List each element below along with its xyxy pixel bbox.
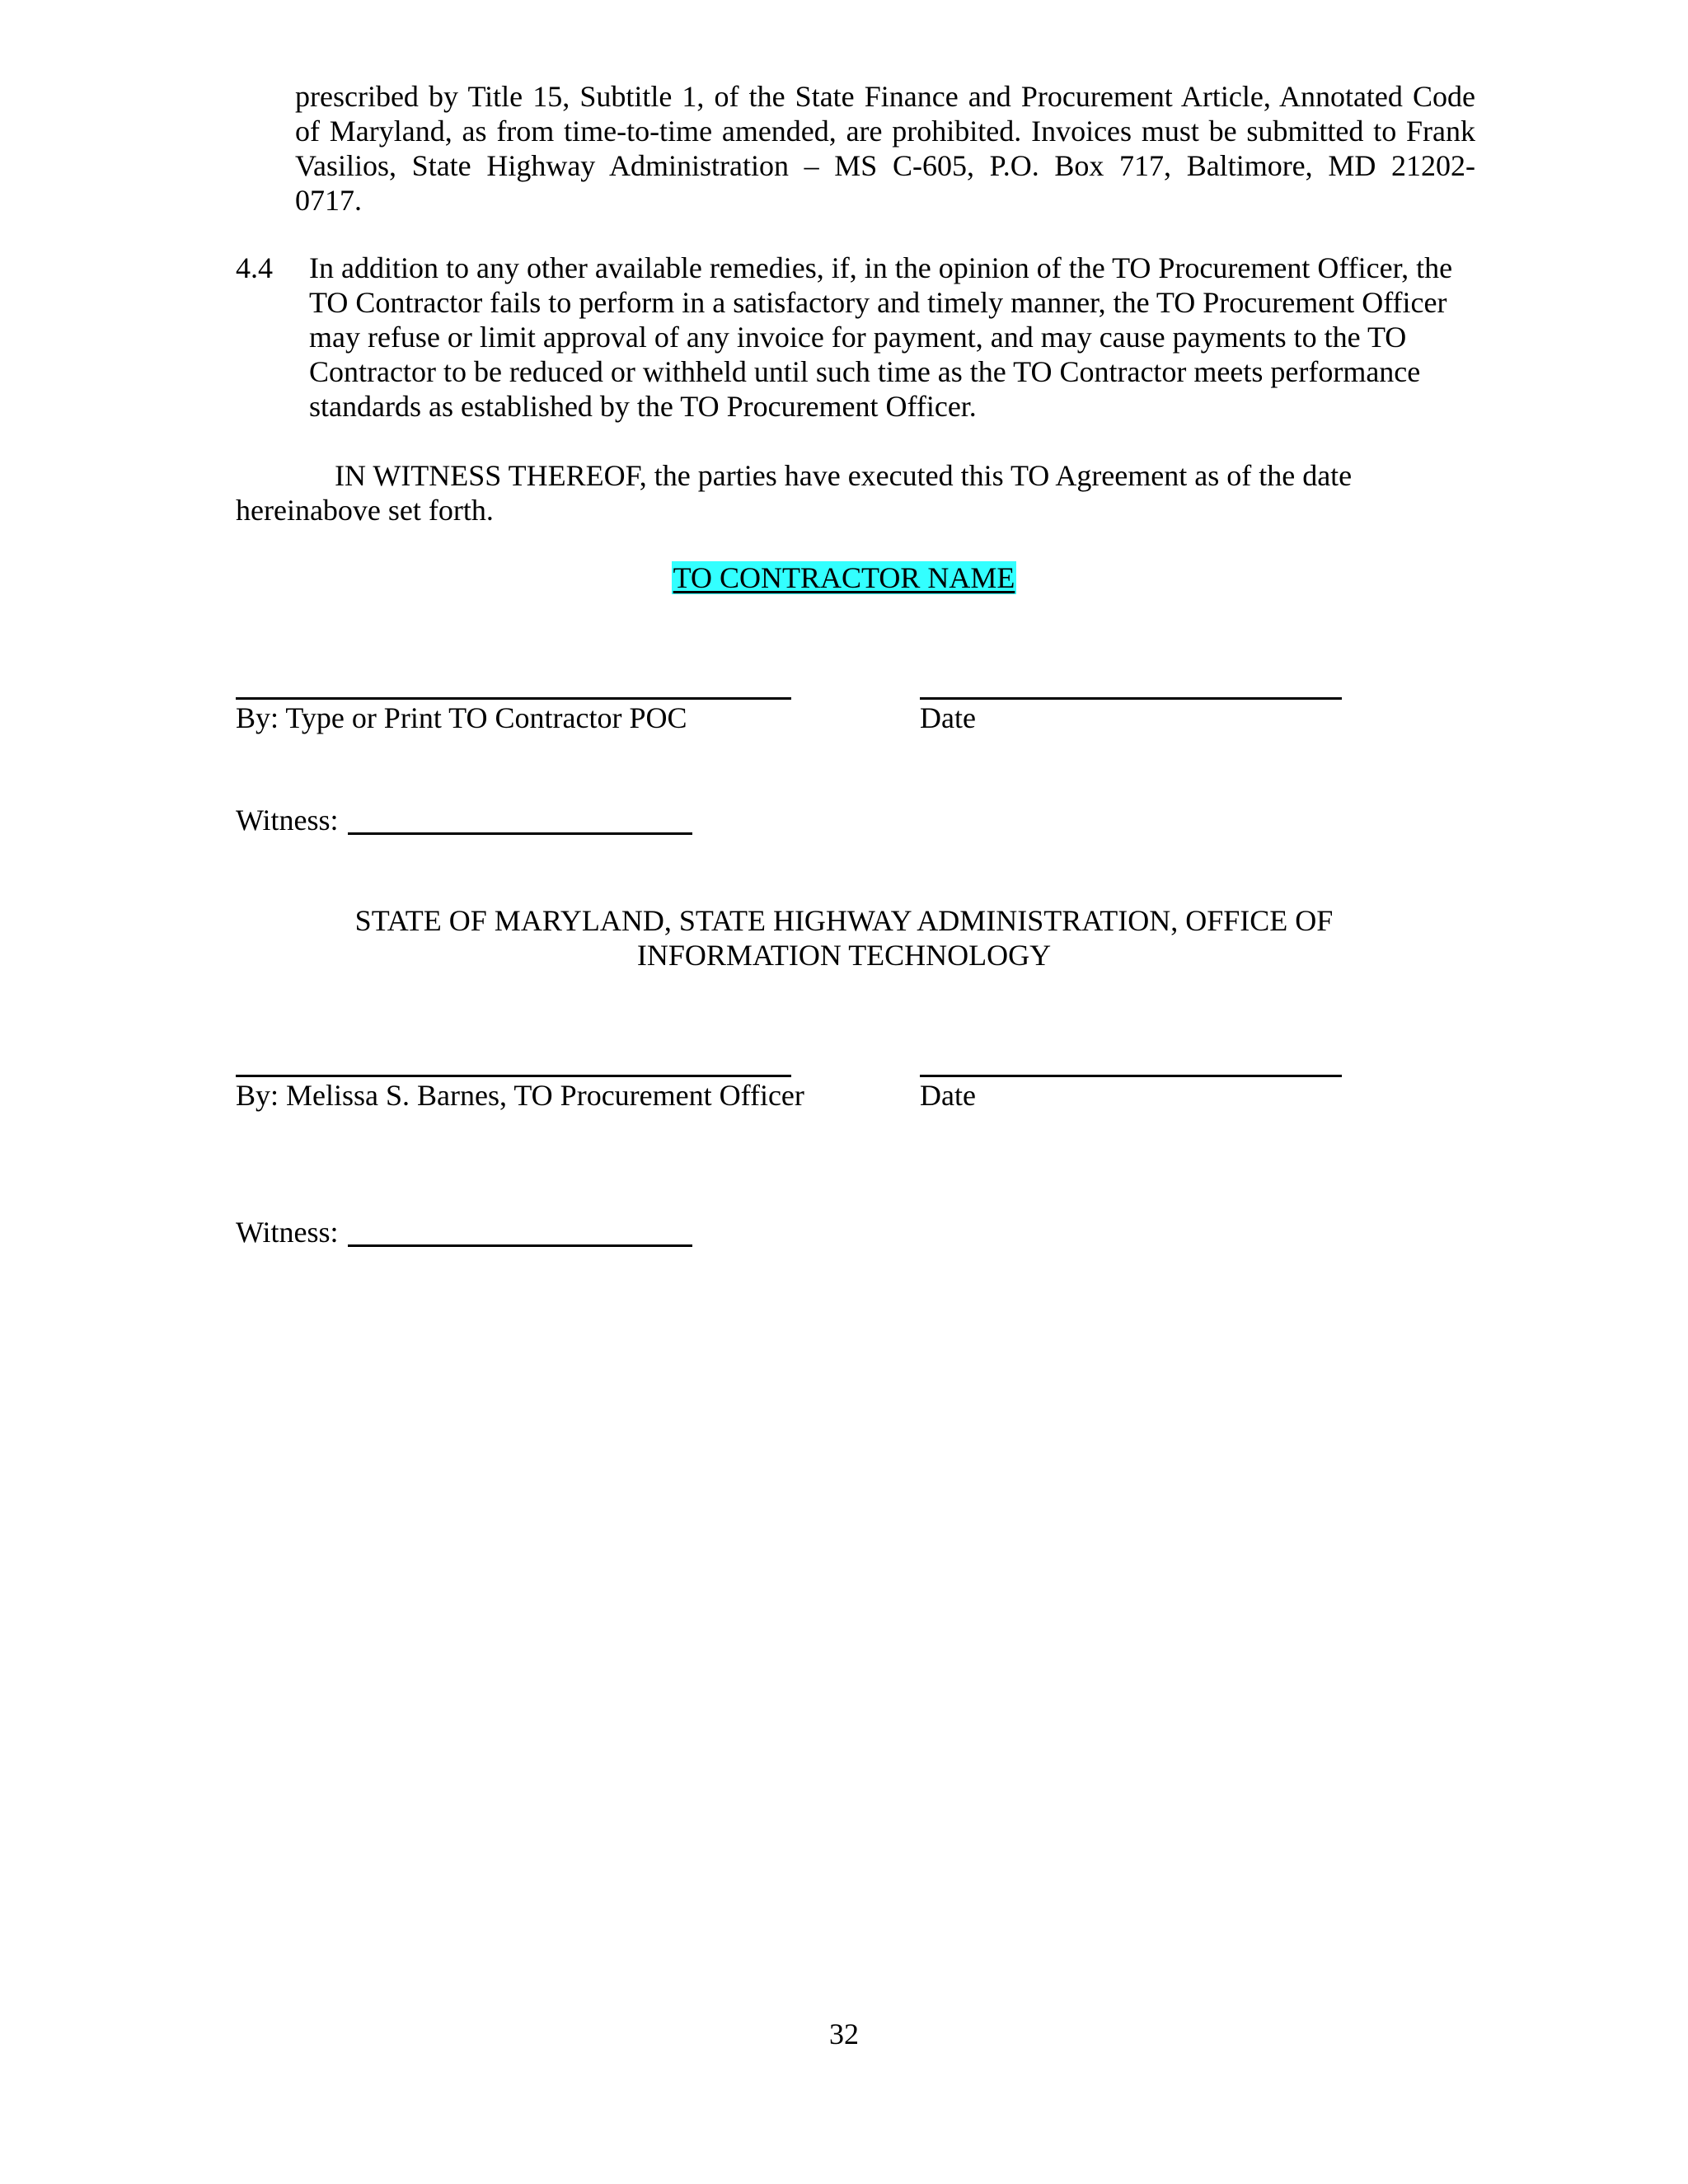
section-4-4-body <box>309 251 1479 424</box>
state-date-label: Date <box>920 1079 976 1112</box>
witness-clause-line: hereinabove set forth. <box>236 494 494 527</box>
state-by-label: By: Melissa S. Barnes, TO Procurement Officer <box>236 1079 804 1112</box>
paragraph-line: may refuse or limit approval of any invoice for payment, and may cause payments to the TO <box>309 321 1407 354</box>
contractor-signature-line[interactable] <box>236 697 791 700</box>
paragraph-line: TO Contractor fails to perform in a satisfactory and timely manner, the TO Procurement Officer <box>309 286 1447 319</box>
paragraph-line: of Maryland, as from time-to-time amended, are prohibited. Invoices must be submitted to Frank <box>295 115 1475 148</box>
state-date-line[interactable] <box>920 1075 1342 1077</box>
section-number: 4.4 <box>236 251 273 284</box>
contractor-name-placeholder[interactable]: TO CONTRACTOR NAME <box>673 561 1015 594</box>
paragraph-line: standards as established by the TO Procurement Officer. <box>309 390 977 423</box>
state-agency-heading <box>0 903 1688 972</box>
witness-clause-line: IN WITNESS THEREOF, the parties have executed this TO Agreement as of the date <box>335 459 1353 492</box>
contractor-date-label: Date <box>920 701 976 734</box>
state-witness-line[interactable] <box>348 1244 692 1247</box>
state-signature-line[interactable] <box>236 1075 791 1077</box>
continuation-paragraph <box>295 79 1475 218</box>
contractor-witness-line[interactable] <box>348 832 692 835</box>
paragraph-line: In addition to any other available remedies, if, in the opinion of the TO Procurement Officer, the <box>309 251 1453 284</box>
state-witness-label: Witness: <box>236 1216 339 1249</box>
state-heading-line: INFORMATION TECHNOLOGY <box>636 939 1052 972</box>
contractor-date-line[interactable] <box>920 697 1342 700</box>
state-heading-line: STATE OF MARYLAND, STATE HIGHWAY ADMINISTRATION, OFFICE OF <box>354 904 1334 937</box>
paragraph-line: Vasilios, State Highway Administration – MS C-605, P.O. Box 717, Baltimore, MD 21202- <box>295 149 1475 182</box>
contractor-by-label: By: Type or Print TO Contractor POC <box>236 701 687 734</box>
paragraph-line: Contractor to be reduced or withheld until such time as the TO Contractor meets performance <box>309 355 1421 388</box>
witness-clause <box>236 458 1472 527</box>
contractor-name-heading <box>0 560 1688 595</box>
paragraph-line: 0717. <box>295 184 362 217</box>
paragraph-line: prescribed by Title 15, Subtitle 1, of the State Finance and Procurement Article, Annotated Code <box>295 80 1475 113</box>
page-number: 32 <box>829 2018 859 2050</box>
contractor-witness-label: Witness: <box>236 804 339 837</box>
